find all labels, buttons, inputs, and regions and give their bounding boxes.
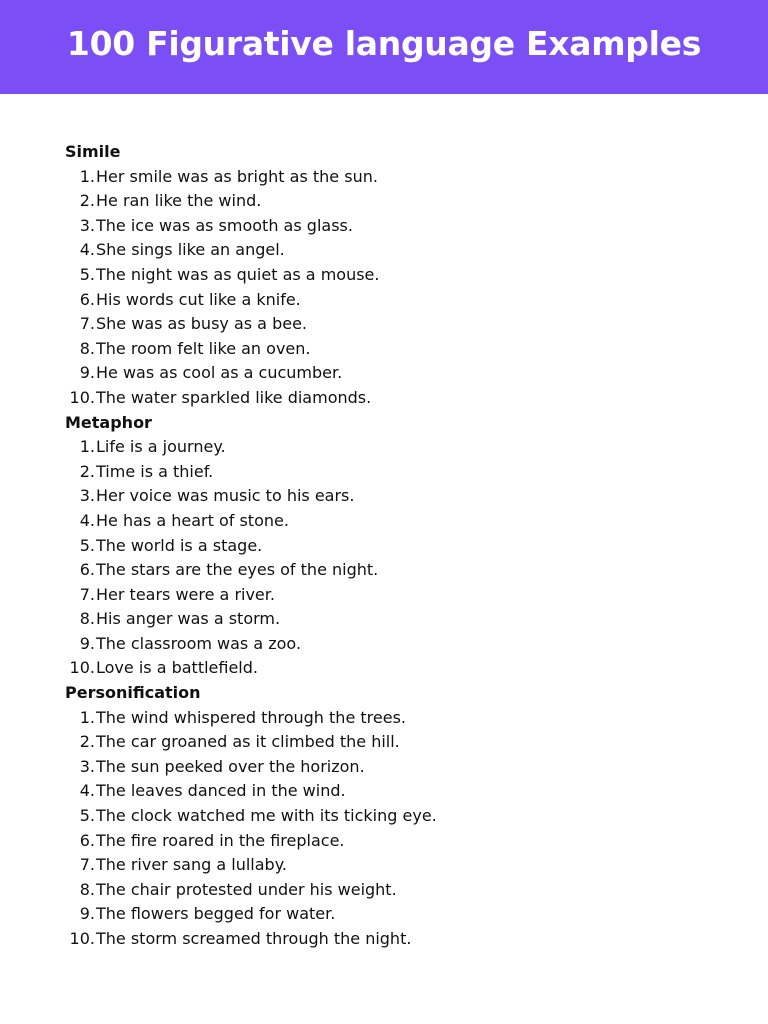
list-item — [65, 534, 745, 559]
list-item — [65, 656, 745, 681]
item-number: 2. — [79, 732, 95, 752]
item-text: The world is a stage. — [96, 535, 263, 555]
section-heading: Metaphor — [65, 412, 152, 432]
item-number: 5. — [79, 535, 95, 555]
section-simile — [65, 140, 745, 411]
item-number: 3. — [79, 215, 95, 235]
list-item — [65, 558, 745, 583]
list-item — [65, 386, 745, 411]
section-personification — [65, 681, 745, 952]
item-number: 6. — [79, 289, 95, 309]
item-text: The flowers begged for water. — [96, 904, 336, 924]
item-text: The night was as quiet as a mouse. — [96, 264, 380, 284]
item-text: He ran like the wind. — [96, 191, 262, 211]
list-item — [65, 632, 745, 657]
title-banner — [0, 0, 768, 94]
item-text: The leaves danced in the wind. — [96, 781, 346, 801]
item-number: 6. — [79, 560, 95, 580]
item-number: 2. — [79, 461, 95, 481]
item-number: 1. — [79, 707, 95, 727]
list-item — [65, 730, 745, 755]
item-text: The classroom was a zoo. — [96, 633, 302, 653]
item-text: The wind whispered through the trees. — [96, 707, 406, 727]
examples-list — [65, 706, 745, 952]
item-number: 6. — [79, 830, 95, 850]
item-text: She sings like an angel. — [96, 240, 285, 260]
item-text: The storm screamed through the night. — [96, 929, 412, 948]
list-item — [65, 755, 745, 780]
item-number: 5. — [79, 264, 95, 284]
list-item — [65, 607, 745, 632]
item-number: 3. — [79, 486, 95, 506]
item-number: 1. — [79, 437, 95, 457]
list-item — [65, 878, 745, 903]
item-text: Love is a battlefield. — [96, 658, 258, 678]
list-item — [65, 238, 745, 263]
examples-list — [65, 165, 745, 411]
item-number: 8. — [79, 609, 95, 629]
item-text: Her smile was as bright as the sun. — [96, 166, 378, 186]
item-text: He was as cool as a cucumber. — [96, 363, 343, 383]
item-number: 10. — [69, 387, 95, 407]
item-number: 7. — [79, 584, 95, 604]
list-item — [65, 214, 745, 239]
item-text: He has a heart of stone. — [96, 510, 289, 530]
item-number: 1. — [79, 166, 95, 186]
list-item — [65, 853, 745, 878]
list-item — [65, 829, 745, 854]
list-item — [65, 189, 745, 214]
page-title: 100 Figurative language Examples — [66, 23, 702, 63]
item-text: The clock watched me with its ticking eye. — [96, 806, 437, 826]
item-number: 5. — [79, 806, 95, 826]
examples-list — [65, 435, 745, 681]
section-heading: Simile — [65, 142, 121, 161]
list-item — [65, 484, 745, 509]
list-item — [65, 165, 745, 190]
item-text: Her voice was music to his ears. — [96, 486, 355, 506]
list-item — [65, 337, 745, 362]
item-number: 9. — [79, 363, 95, 383]
list-item — [65, 288, 745, 313]
section-metaphor — [65, 411, 745, 682]
item-text: Life is a journey. — [96, 437, 226, 457]
item-number: 4. — [79, 510, 95, 530]
list-item — [65, 706, 745, 731]
item-text: The car groaned as it climbed the hill. — [96, 732, 400, 752]
item-text: Time is a thief. — [96, 461, 214, 481]
item-text: The stars are the eyes of the night. — [96, 560, 379, 580]
item-text: The sun peeked over the horizon. — [96, 756, 365, 776]
item-text: The water sparkled like diamonds. — [96, 387, 372, 407]
list-item — [65, 361, 745, 386]
list-item — [65, 927, 745, 952]
item-number: 8. — [79, 338, 95, 358]
item-text: His words cut like a knife. — [96, 289, 301, 309]
list-item — [65, 583, 745, 608]
item-text: The fire roared in the fireplace. — [96, 830, 345, 850]
section-heading: Personification — [65, 683, 201, 703]
item-text: The chair protested under his weight. — [96, 879, 397, 899]
item-number: 2. — [79, 191, 95, 211]
item-text: The ice was as smooth as glass. — [96, 215, 353, 235]
item-number: 9. — [79, 904, 95, 924]
list-item — [65, 263, 745, 288]
item-number: 10. — [69, 929, 95, 948]
item-number: 10. — [69, 658, 95, 678]
item-number: 8. — [79, 879, 95, 899]
item-number: 7. — [79, 855, 95, 875]
item-text: The river sang a lullaby. — [96, 855, 287, 875]
item-number: 9. — [79, 633, 95, 653]
list-item — [65, 804, 745, 829]
item-number: 4. — [79, 781, 95, 801]
list-item — [65, 460, 745, 485]
item-number: 4. — [79, 240, 95, 260]
list-item — [65, 902, 745, 927]
item-text: His anger was a storm. — [96, 609, 281, 629]
item-text: She was as busy as a bee. — [96, 314, 307, 334]
list-item — [65, 312, 745, 337]
item-text: Her tears were a river. — [96, 584, 275, 604]
list-item — [65, 435, 745, 460]
document-body — [65, 140, 745, 952]
list-item — [65, 779, 745, 804]
item-number: 7. — [79, 314, 95, 334]
item-number: 3. — [79, 756, 95, 776]
list-item — [65, 509, 745, 534]
item-text: The room felt like an oven. — [96, 338, 311, 358]
